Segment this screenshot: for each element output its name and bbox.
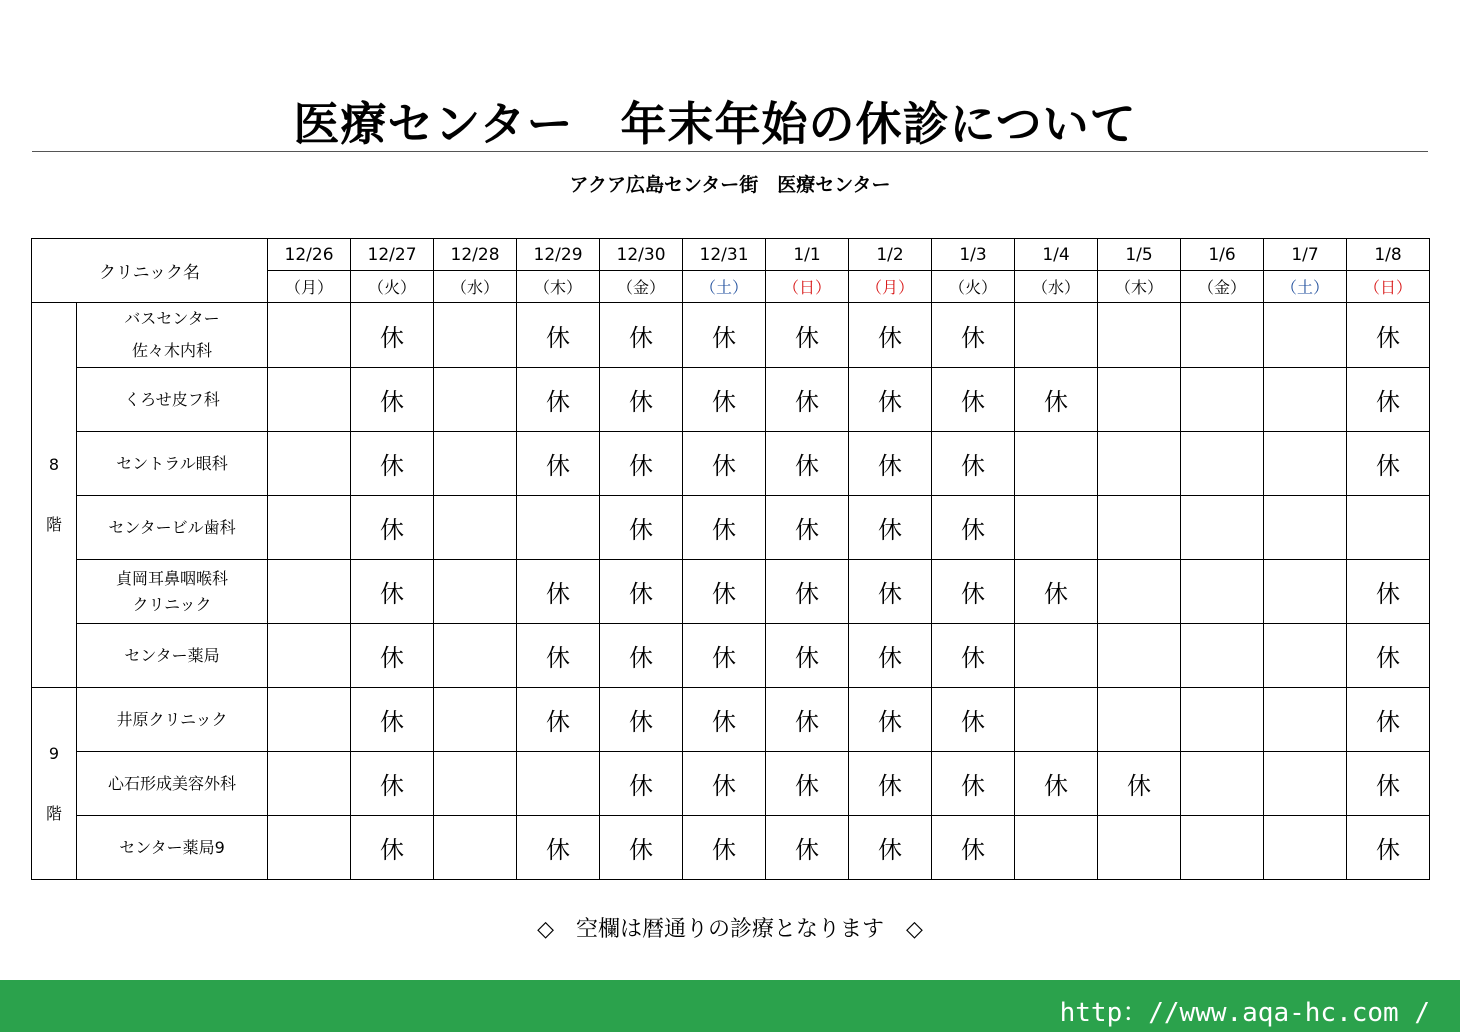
schedule-cell: 休 (849, 688, 932, 752)
schedule-cell (1181, 303, 1264, 368)
schedule-cell (434, 624, 517, 688)
weekday-header: （金） (600, 271, 683, 303)
schedule-cell: 休 (517, 688, 600, 752)
schedule-cell (517, 496, 600, 560)
schedule-cell (268, 752, 351, 816)
schedule-cell (1015, 624, 1098, 688)
schedule-cell: 休 (517, 368, 600, 432)
schedule-cell: 休 (849, 368, 932, 432)
schedule-cell (1347, 496, 1430, 560)
schedule-cell (1015, 303, 1098, 368)
table-row (32, 303, 1430, 368)
schedule-cell (268, 560, 351, 624)
schedule-cell: 休 (683, 496, 766, 560)
schedule-cell: 休 (600, 752, 683, 816)
schedule-cell (1264, 496, 1347, 560)
schedule-cell (1264, 368, 1347, 432)
weekday-header: （月） (268, 271, 351, 303)
schedule-cell: 休 (683, 752, 766, 816)
schedule-cell (1098, 624, 1181, 688)
date-header: 1/5 (1098, 239, 1181, 271)
schedule-cell (1264, 816, 1347, 880)
schedule-cell (434, 368, 517, 432)
clinic-name: センタービル歯科 (77, 496, 268, 560)
schedule-cell: 休 (766, 432, 849, 496)
table-row (32, 560, 1430, 624)
schedule-cell: 休 (766, 368, 849, 432)
schedule-cell (268, 816, 351, 880)
schedule-cell (1181, 688, 1264, 752)
schedule-cell: 休 (351, 368, 434, 432)
weekday-header: （水） (1015, 271, 1098, 303)
clinic-name: センター薬局 (77, 624, 268, 688)
schedule-cell (268, 432, 351, 496)
schedule-cell (1181, 816, 1264, 880)
schedule-cell (1264, 303, 1347, 368)
table-row (32, 752, 1430, 816)
schedule-cell (1015, 432, 1098, 496)
schedule-cell (1181, 560, 1264, 624)
schedule-cell: 休 (1347, 303, 1430, 368)
schedule-cell: 休 (600, 303, 683, 368)
schedule-cell: 休 (351, 560, 434, 624)
schedule-cell (434, 688, 517, 752)
schedule-cell: 休 (683, 303, 766, 368)
floor-number: 8 (48, 455, 60, 474)
schedule-cell: 休 (932, 816, 1015, 880)
table-row (32, 624, 1430, 688)
date-header: 1/4 (1015, 239, 1098, 271)
schedule-cell: 休 (932, 368, 1015, 432)
schedule-table (31, 238, 1430, 880)
date-header: 12/30 (600, 239, 683, 271)
schedule-cell: 休 (1015, 560, 1098, 624)
schedule-cell: 休 (351, 624, 434, 688)
schedule-cell (1181, 752, 1264, 816)
schedule-cell: 休 (849, 816, 932, 880)
schedule-cell: 休 (1347, 560, 1430, 624)
date-header-row (32, 239, 1430, 271)
schedule-cell: 休 (683, 560, 766, 624)
schedule-cell: 休 (1347, 624, 1430, 688)
schedule-cell (1264, 752, 1347, 816)
schedule-cell (434, 816, 517, 880)
schedule-cell (1098, 303, 1181, 368)
schedule-cell: 休 (683, 432, 766, 496)
date-header: 12/27 (351, 239, 434, 271)
schedule-cell (1264, 560, 1347, 624)
clinic-name: くろせ皮フ科 (77, 368, 268, 432)
schedule-cell: 休 (932, 688, 1015, 752)
schedule-cell: 休 (932, 496, 1015, 560)
schedule-cell (434, 496, 517, 560)
schedule-cell: 休 (600, 560, 683, 624)
schedule-cell: 休 (766, 303, 849, 368)
schedule-cell: 休 (517, 303, 600, 368)
table-row (32, 496, 1430, 560)
clinic-name-header: クリニック名 (32, 239, 268, 303)
schedule-cell (434, 303, 517, 368)
schedule-cell: 休 (683, 368, 766, 432)
schedule-cell: 休 (849, 303, 932, 368)
schedule-cell (434, 560, 517, 624)
schedule-cell: 休 (600, 432, 683, 496)
schedule-cell: 休 (1347, 432, 1430, 496)
schedule-cell (268, 624, 351, 688)
date-header: 1/2 (849, 239, 932, 271)
schedule-cell: 休 (766, 560, 849, 624)
schedule-cell: 休 (1098, 752, 1181, 816)
schedule-cell (1015, 816, 1098, 880)
footer-url-link[interactable]: http：//www.aqa-hc.com / (1059, 998, 1430, 1028)
schedule-cell: 休 (600, 688, 683, 752)
schedule-cell (1098, 432, 1181, 496)
schedule-cell (1015, 496, 1098, 560)
floor-label (32, 303, 77, 688)
page-subtitle: アクア広島センター街 医療センター (569, 174, 891, 196)
schedule-cell: 休 (932, 752, 1015, 816)
clinic-name: 心石形成美容外科 (77, 752, 268, 816)
schedule-cell (1098, 816, 1181, 880)
page-title: 医療センター 年末年始の休診について (293, 97, 1137, 151)
title-divider (32, 151, 1428, 152)
schedule-cell (268, 688, 351, 752)
schedule-cell: 休 (517, 432, 600, 496)
schedule-cell: 休 (766, 496, 849, 560)
schedule-cell: 休 (766, 816, 849, 880)
schedule-cell (434, 432, 517, 496)
schedule-cell (434, 752, 517, 816)
weekday-header: （火） (932, 271, 1015, 303)
schedule-cell: 休 (766, 752, 849, 816)
schedule-cell: 休 (351, 432, 434, 496)
date-header: 12/29 (517, 239, 600, 271)
schedule-cell: 休 (517, 816, 600, 880)
schedule-cell: 休 (351, 303, 434, 368)
schedule-cell: 休 (932, 432, 1015, 496)
weekday-header: （木） (517, 271, 600, 303)
schedule-cell: 休 (517, 624, 600, 688)
schedule-cell (268, 368, 351, 432)
weekday-header: （水） (434, 271, 517, 303)
schedule-cell: 休 (849, 560, 932, 624)
schedule-cell: 休 (351, 752, 434, 816)
table-row (32, 688, 1430, 752)
schedule-cell: 休 (932, 560, 1015, 624)
floor-number: 9 (48, 743, 60, 763)
schedule-cell: 休 (849, 496, 932, 560)
table-row (32, 816, 1430, 880)
schedule-cell: 休 (1015, 368, 1098, 432)
weekday-header: （月） (849, 271, 932, 303)
schedule-cell: 休 (600, 496, 683, 560)
date-header: 1/1 (766, 239, 849, 271)
date-header: 1/3 (932, 239, 1015, 271)
schedule-cell (1181, 368, 1264, 432)
schedule-cell (1098, 368, 1181, 432)
schedule-cell: 休 (766, 624, 849, 688)
date-header: 12/28 (434, 239, 517, 271)
schedule-cell (268, 303, 351, 368)
weekday-header: （火） (351, 271, 434, 303)
date-header: 12/26 (268, 239, 351, 271)
schedule-cell (1098, 496, 1181, 560)
clinic-name: 貞岡耳鼻咽喉科 クリニック (77, 560, 268, 624)
schedule-cell: 休 (1015, 752, 1098, 816)
table-row (32, 432, 1430, 496)
schedule-cell: 休 (1347, 688, 1430, 752)
floor-suffix: 階 (45, 803, 62, 823)
schedule-cell: 休 (683, 624, 766, 688)
schedule-cell: 休 (683, 688, 766, 752)
clinic-name: バスセンター 佐々木内科 (77, 303, 268, 368)
schedule-cell (517, 752, 600, 816)
schedule-cell (1181, 496, 1264, 560)
schedule-cell: 休 (351, 816, 434, 880)
date-header: 12/31 (683, 239, 766, 271)
floor-suffix: 階 (45, 515, 62, 534)
schedule-cell (1264, 688, 1347, 752)
schedule-cell (1015, 688, 1098, 752)
schedule-cell: 休 (517, 560, 600, 624)
clinic-name: セントラル眼科 (77, 432, 268, 496)
schedule-cell (1098, 560, 1181, 624)
weekday-header: （木） (1098, 271, 1181, 303)
schedule-cell (1264, 432, 1347, 496)
weekday-header: （金） (1181, 271, 1264, 303)
schedule-cell: 休 (351, 496, 434, 560)
clinic-name: 井原クリニック (77, 688, 268, 752)
schedule-cell (1098, 688, 1181, 752)
floor-label (32, 688, 77, 880)
weekday-header: （日） (1347, 271, 1430, 303)
schedule-cell: 休 (1347, 368, 1430, 432)
schedule-cell: 休 (932, 624, 1015, 688)
note-text: ◇ 空欄は暦通りの診療となります ◇ (537, 917, 923, 942)
schedule-cell: 休 (1347, 752, 1430, 816)
schedule-cell (268, 496, 351, 560)
clinic-name: センター薬局9 (77, 816, 268, 880)
schedule-cell: 休 (932, 303, 1015, 368)
table-row (32, 368, 1430, 432)
weekday-header: （土） (1264, 271, 1347, 303)
schedule-cell: 休 (849, 624, 932, 688)
schedule-cell (1181, 624, 1264, 688)
schedule-cell (1264, 624, 1347, 688)
schedule-cell: 休 (600, 816, 683, 880)
date-header: 1/8 (1347, 239, 1430, 271)
schedule-cell: 休 (600, 368, 683, 432)
schedule-cell: 休 (849, 432, 932, 496)
weekday-header: （土） (683, 271, 766, 303)
footer-bar (0, 980, 1460, 1032)
schedule-cell: 休 (683, 816, 766, 880)
date-header: 1/7 (1264, 239, 1347, 271)
date-header: 1/6 (1181, 239, 1264, 271)
weekday-header: （日） (766, 271, 849, 303)
schedule-cell: 休 (600, 624, 683, 688)
schedule-cell: 休 (351, 688, 434, 752)
schedule-cell: 休 (849, 752, 932, 816)
schedule-cell (1181, 432, 1264, 496)
schedule-cell: 休 (766, 688, 849, 752)
schedule-cell: 休 (1347, 816, 1430, 880)
